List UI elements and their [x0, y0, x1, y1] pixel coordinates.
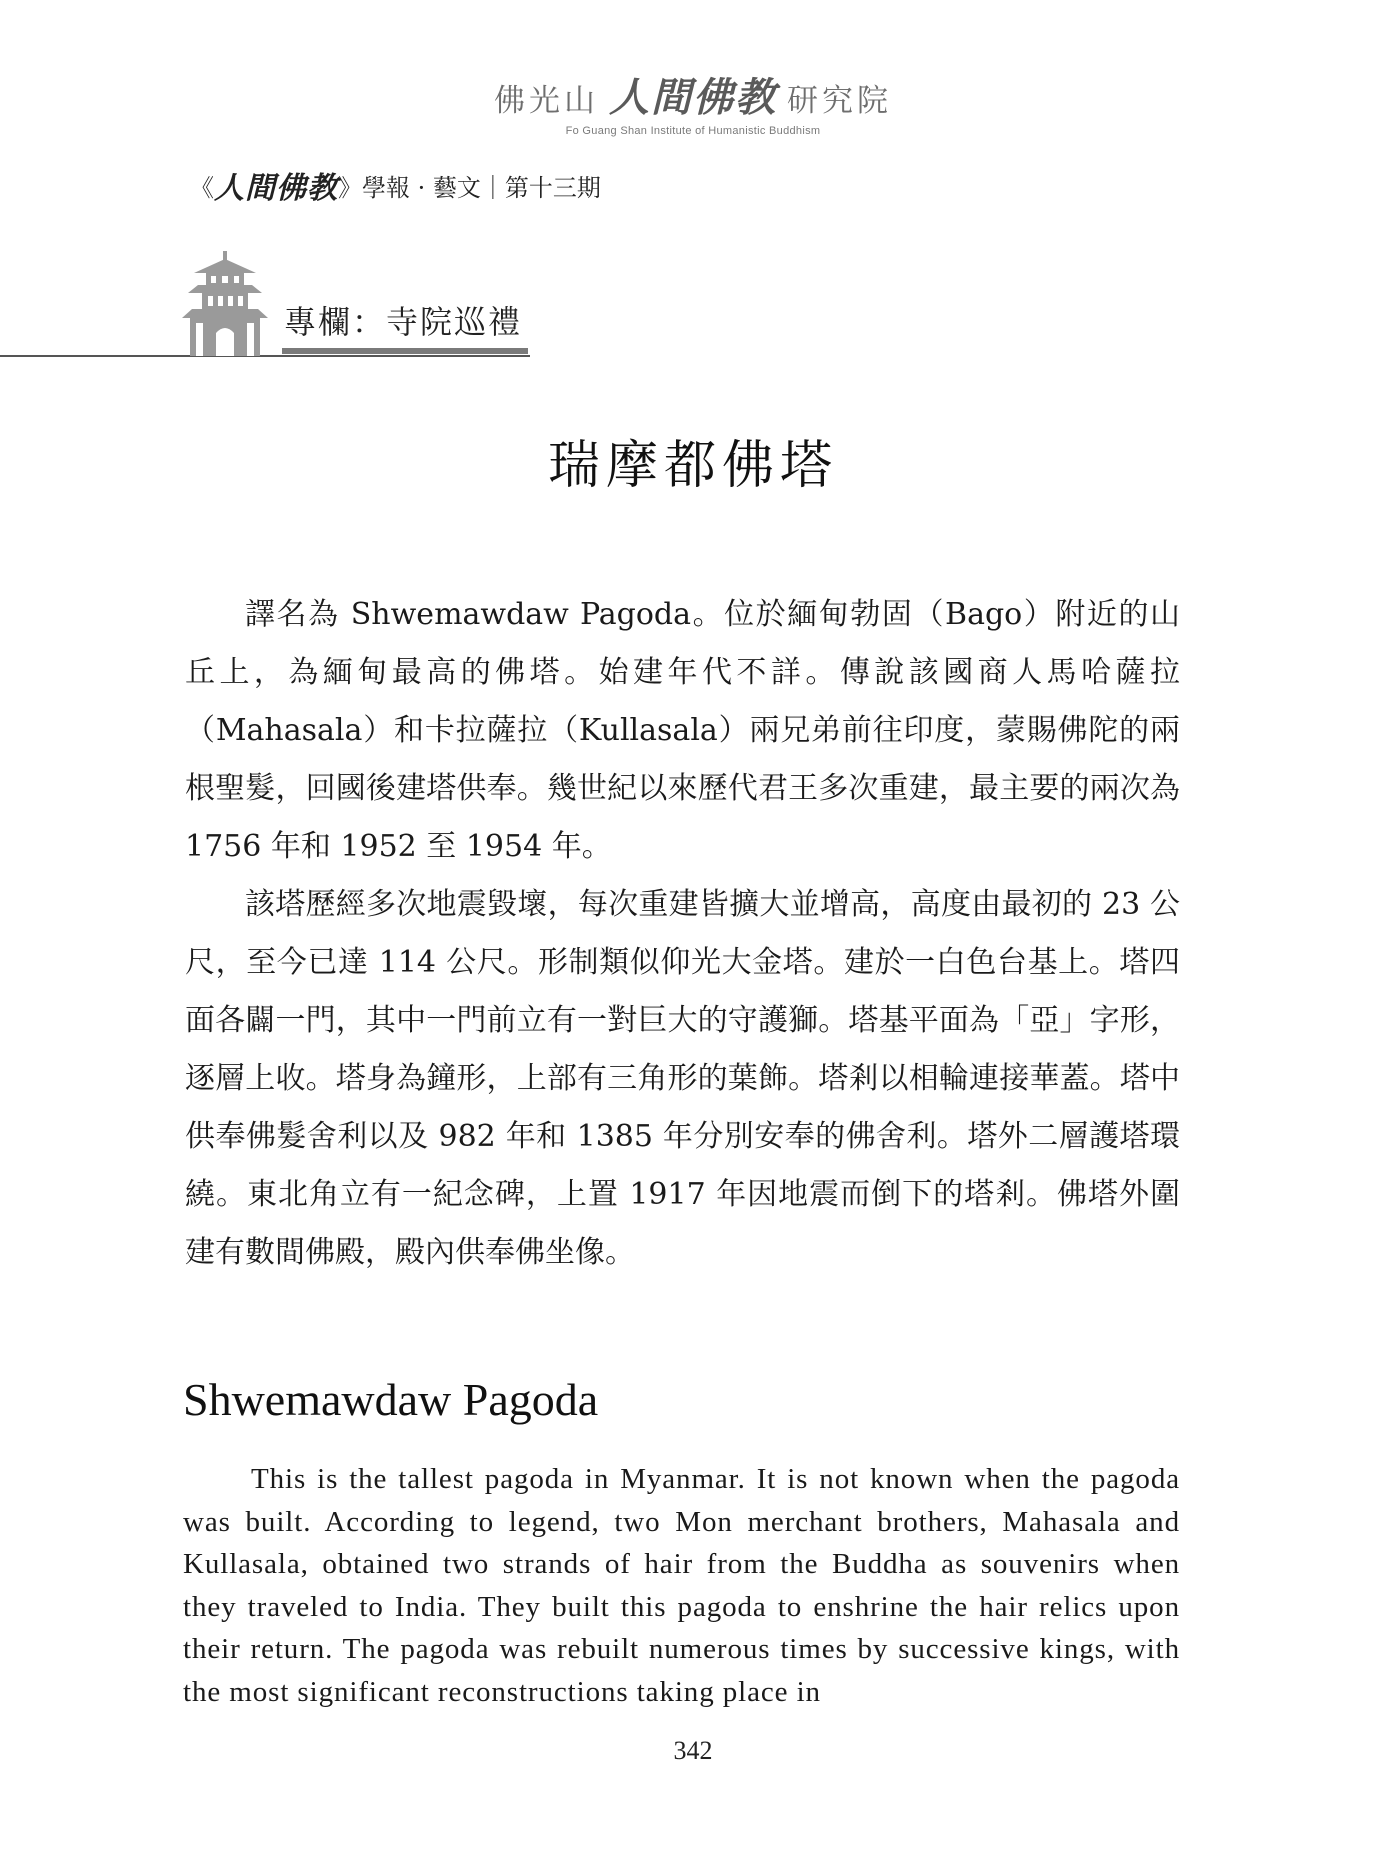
article-title: 瑞摩都佛塔: [547, 436, 838, 496]
institute-name-prefix: 佛光山: [494, 83, 599, 119]
article-paragraph: 譯名為 Shwemawdaw Pagoda。位於緬甸勃固（Bago）附近的山丘上，為緬甸最高的佛塔。始建年代不詳。傳說該國商人馬哈薩拉（Mahasala）和卡拉薩拉（Kullasala）兩兄弟前往印度，蒙賜佛陀的兩根聖髮，回國後建塔供奉。幾世紀以來歷代君王多次重建，最主要的兩次為 1756 年和 1952 至 1954 年。: [185, 597, 1180, 864]
institute-logo: 人間佛教: [609, 75, 777, 121]
institute-name: [494, 66, 892, 123]
column-banner: [0, 245, 540, 357]
article-body-english: [183, 1458, 1180, 1713]
journal-open-bracket: 《: [190, 173, 214, 202]
column-label: 專欄：寺院巡禮: [284, 303, 523, 341]
article-paragraph: 該塔歷經多次地震毀壞，每次重建皆擴大並增高，高度由最初的 23 公尺，至今已達 114 公尺。形制類似仰光大金塔。建於一白色台基上。塔四面各闢一門，其中一門前立有一對巨大的守護獅。塔基平面為「亞」字形，逐層上收。塔身為鐘形，上部有三角形的葉飾。塔剎以相輪連接華蓋。塔中供奉佛髮舍利以及 982 年和 1385 年分別安奉的佛舍利。塔外二層護塔環繞。東北角立有一紀念碑，上置 1917 年因地震而倒下的塔剎。佛塔外圍建有數間佛殿，殿內供奉佛坐像。: [185, 887, 1180, 1270]
english-title: Shwemawdaw Pagoda: [183, 1374, 599, 1425]
journal-logo: 人間佛教: [214, 171, 338, 206]
article-body-chinese: [185, 586, 1180, 1282]
journal-issue: 學報 · 藝文｜第十三期: [362, 173, 601, 202]
page-number: 342: [673, 1736, 713, 1765]
pagoda-icon: [180, 245, 270, 357]
english-paragraph: This is the tallest pagoda in Myanmar. It is not known when the pagoda was built. According to legend, two Mon merchant brothers, Mahasala and Kullasala, obtained two strands of hair from the Buddha as souvenirs when they traveled to India. They built this pagoda to enshrine the hair relics upon their return. The pagoda was rebuilt numerous times by successive kings, with the most significant reconstructions taking place in: [183, 1463, 1180, 1708]
journal-close-bracket: 》: [338, 173, 362, 202]
institute-name-suffix: 研究院: [787, 83, 892, 119]
journal-title: [190, 163, 601, 207]
institute-header: [0, 66, 1386, 137]
institute-name-english: Fo Guang Shan Institute of Humanistic Buddhism: [565, 125, 821, 137]
column-underline: [282, 348, 528, 354]
